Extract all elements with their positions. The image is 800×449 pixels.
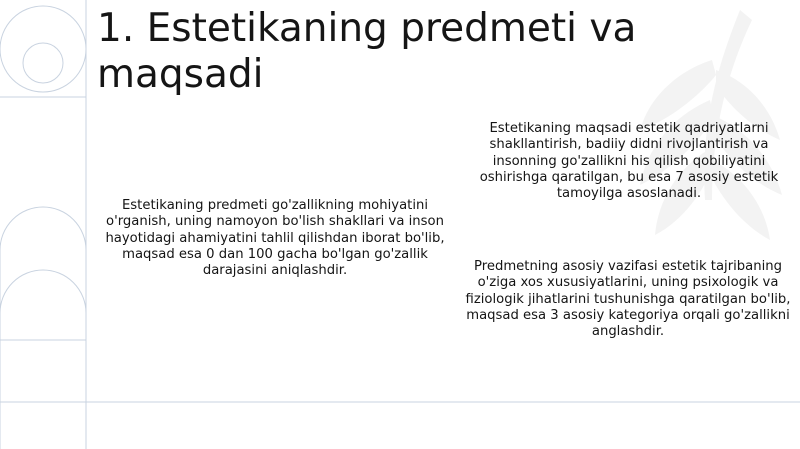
paragraph-right-top: Estetikaning maqsadi estetik qadriyatlarni shakllantirish, badiiy didni rivojlantirish va insonning go'zallikni his qilish qobiliyatini oshirishga qaratilgan, bu esa 7 asosiy estetik tamoyilga asoslanadi. [479,121,779,202]
slide-title: 1. Estetikaning predmeti va maqsadi [97,6,637,97]
paragraph-left: Estetikaning predmeti go'zallikning mohiyatini o'rganish, uning namoyon bo'lish shakllari va inson hayotidagi ahamiyatini tahlil qilishdan iborat bo'lib, maqsad esa 0 dan 100 gacha bo'lgan go'zallik darajasini aniqlashdir. [105,198,445,279]
paragraph-right-bottom: Predmetning asosiy vazifasi estetik tajribaning o'ziga xos xususiyatlarini, uning psixologik va fiziologik jihatlarini tushunishga qaratilgan bo'lib, maqsad esa 3 asosiy kategoriya orqali go'zallikni anglashdir. [465,259,791,340]
